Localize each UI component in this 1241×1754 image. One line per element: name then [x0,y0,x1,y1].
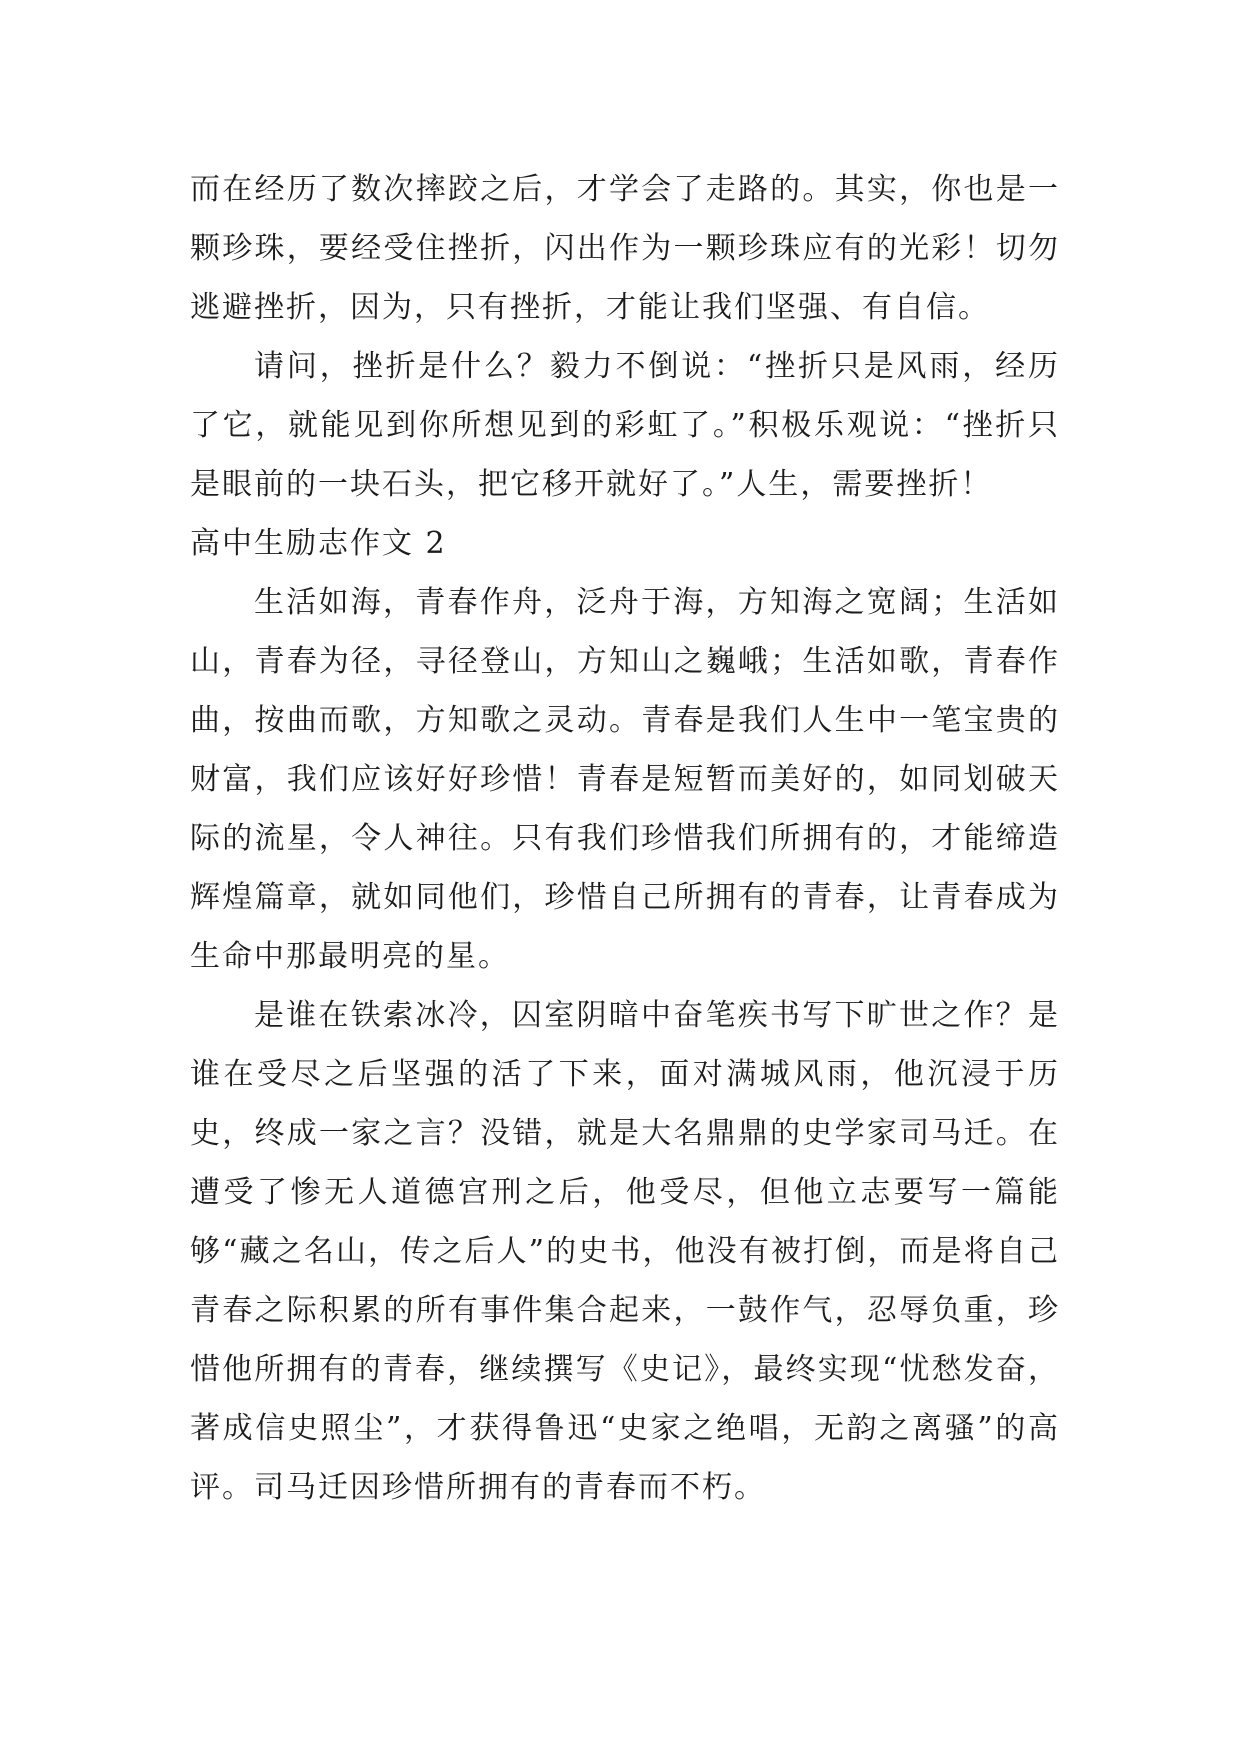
document-body [190,160,1060,1517]
section-title: 高中生励志作文 2 [190,526,447,561]
paragraph-4: 是谁在铁索冰冷，囚室阴暗中奋笔疾书写下旷世之作？是谁在受尽之后坚强的活了下来，面对满城风雨，他沉浸于历史，终成一家之言？没错，就是大名鼎鼎的史学家司马迁。在遭受了惨无人道德宫刑之后，他受尽，但他立志要写一篇能够“藏之名山，传之后人”的史书，他没有被打倒，而是将自己青春之际积累的所有事件集合起来，一鼓作气，忍辱负重，珍惜他所拥有的青春，继续撰写《史记》，最终实现“忧愁发奋，著成信史照尘”，才获得鲁迅“史家之绝唱，无韵之离骚”的高评。司马迁因珍惜所拥有的青春而不朽。 [190,998,1060,1505]
paragraph-2: 请问，挫折是什么？毅力不倒说：“挫折只是风雨，经历了它，就能见到你所想见到的彩虹了。”积极乐观说：“挫折只是眼前的一块石头，把它移开就好了。”人生，需要挫折！ [190,349,1060,502]
paragraph-3: 生活如海，青春作舟，泛舟于海，方知海之宽阔；生活如山，青春为径，寻径登山，方知山之巍峨；生活如歌，青春作曲，按曲而歌，方知歌之灵动。青春是我们人生中一笔宝贵的财富，我们应该好好珍惜！青春是短暂而美好的，如同划破天际的流星，令人神往。只有我们珍惜我们所拥有的，才能缔造辉煌篇章，就如同他们，珍惜自己所拥有的青春，让青春成为生命中那最明亮的星。 [190,585,1060,974]
paragraph-1: 而在经历了数次摔跤之后，才学会了走路的。其实，你也是一颗珍珠，要经受住挫折，闪出作为一颗珍珠应有的光彩！切勿逃避挫折，因为，只有挫折，才能让我们坚强、有自信。 [190,172,1060,325]
